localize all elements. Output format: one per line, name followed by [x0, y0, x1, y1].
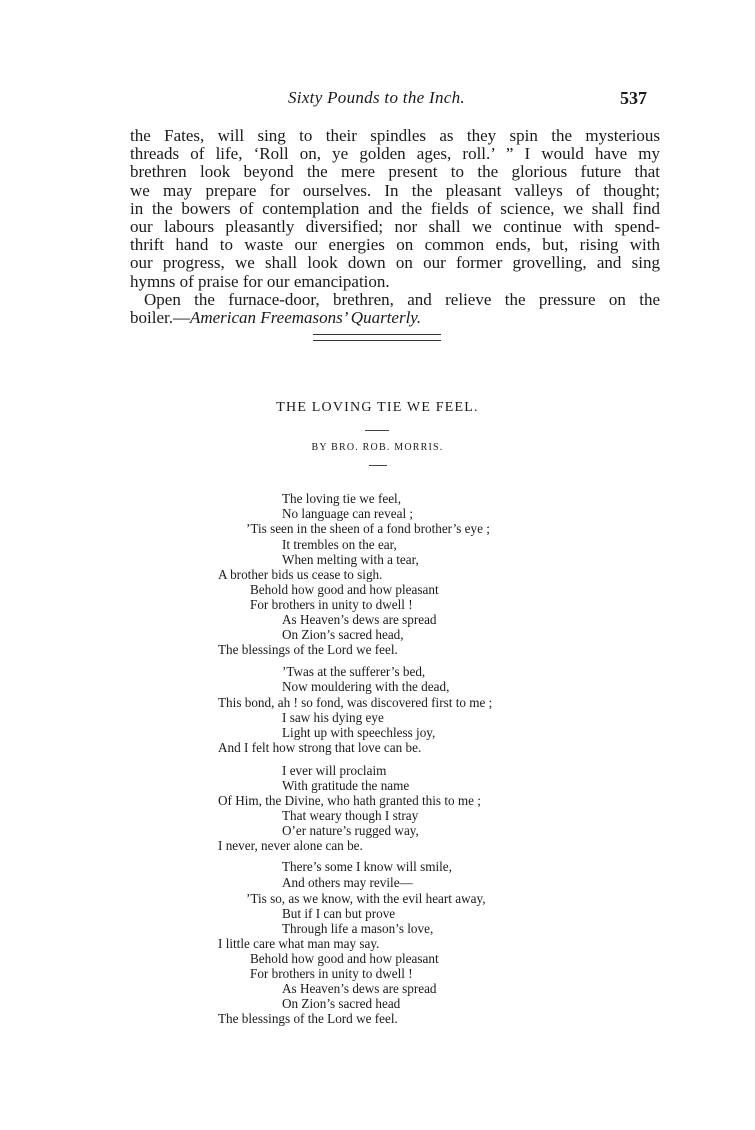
byline-rule [369, 465, 387, 466]
paragraph-1 [130, 127, 660, 291]
poem-line: Behold how good and how pleasant [250, 582, 439, 597]
poem-line: I never, never alone can be. [218, 838, 363, 853]
poem-line: It trembles on the ear, [282, 537, 397, 552]
poem-line: No language can reveal ; [282, 506, 414, 521]
prose-section [130, 127, 660, 327]
source-citation: American Freemasons’ Quarterly. [189, 308, 422, 328]
poem-line: Of Him, the Divine, who hath granted this to me ; [218, 793, 481, 808]
poem-line: I saw his dying eye [282, 710, 384, 725]
poem-line: As Heaven’s dews are spread [282, 981, 437, 996]
poem-line: On Zion’s sacred head, [282, 627, 404, 642]
poem-line: ’Tis so, as we know, with the evil heart away, [246, 891, 486, 906]
poem-line: For brothers in unity to dwell ! [250, 597, 413, 612]
poem-line: As Heaven’s dews are spread [282, 612, 437, 627]
running-title: Sixty Pounds to the Inch. [288, 88, 465, 107]
poem-title: THE LOVING TIE WE FEEL. [276, 400, 479, 415]
poem-line: I ever will proclaim [282, 763, 387, 778]
poem-line: The blessings of the Lord we feel. [218, 642, 398, 657]
poem-line: Through life a mason’s love, [282, 921, 434, 936]
poem-line: ’Tis seen in the sheen of a fond brother’s eye ; [246, 521, 490, 536]
title-rule [365, 430, 389, 431]
prose-line: boiler.— [130, 308, 190, 328]
prose-line: we may prepare for ourselves. In the pleasant valleys of thought; [130, 180, 660, 200]
paragraph-2 [130, 291, 660, 327]
page-number: 537 [620, 88, 647, 108]
poem-line: A brother bids us cease to sigh. [218, 567, 383, 582]
poem-line: Now mouldering with the dead, [282, 679, 450, 694]
poem-line: Behold how good and how pleasant [250, 951, 439, 966]
poem-line: That weary though I stray [282, 808, 419, 823]
prose-line-source [130, 309, 660, 327]
poem-line: And I felt how strong that love can be. [218, 740, 422, 755]
prose-line: our progress, we shall look down on our former grovelling, and sing [130, 253, 660, 273]
poem-byline: BY BRO. ROB. MORRIS. [311, 442, 444, 453]
poem-line: But if I can but prove [282, 906, 396, 921]
poem-line: On Zion’s sacred head [282, 996, 401, 1011]
poem-line: The blessings of the Lord we feel. [218, 1011, 398, 1026]
poem-line: When melting with a tear, [282, 552, 419, 567]
poem-line: For brothers in unity to dwell ! [250, 966, 413, 981]
prose-line: brethren look beyond the mere present to the glorious future that [130, 162, 660, 182]
prose-line: threads of life, ‘Roll on, ye golden ages, roll.’ ” I would have my [130, 144, 660, 164]
prose-line: our labours pleasantly diversified; nor shall we continue with spend- [130, 217, 660, 237]
poem-line: This bond, ah ! so fond, was discovered first to me ; [218, 695, 493, 710]
prose-line: thrift hand to waste our energies on common ends, but, rising with [130, 235, 660, 255]
page-header [0, 88, 755, 112]
poem-line: ’Twas at the sufferer’s bed, [282, 664, 426, 679]
section-divider [313, 334, 441, 341]
poem-line: With gratitude the name [282, 778, 410, 793]
prose-line: in the bowers of contemplation and the fields of science, we shall find [130, 198, 660, 218]
poem-line: And others may revile— [282, 875, 413, 890]
poem-line: The loving tie we feel, [282, 491, 402, 506]
poem-line: There’s some I know will smile, [282, 859, 452, 874]
poem-line: Light up with speechless joy, [282, 725, 436, 740]
prose-line: hymns of praise for our emancipation. [130, 271, 390, 291]
prose-line: the Fates, will sing to their spindles as they spin the mysterious [130, 126, 660, 145]
prose-line: Open the furnace-door, brethren, and relieve the pressure on the [144, 289, 660, 309]
poem-line: I little care what man may say. [218, 936, 380, 951]
poem-line: O’er nature’s rugged way, [282, 823, 419, 838]
